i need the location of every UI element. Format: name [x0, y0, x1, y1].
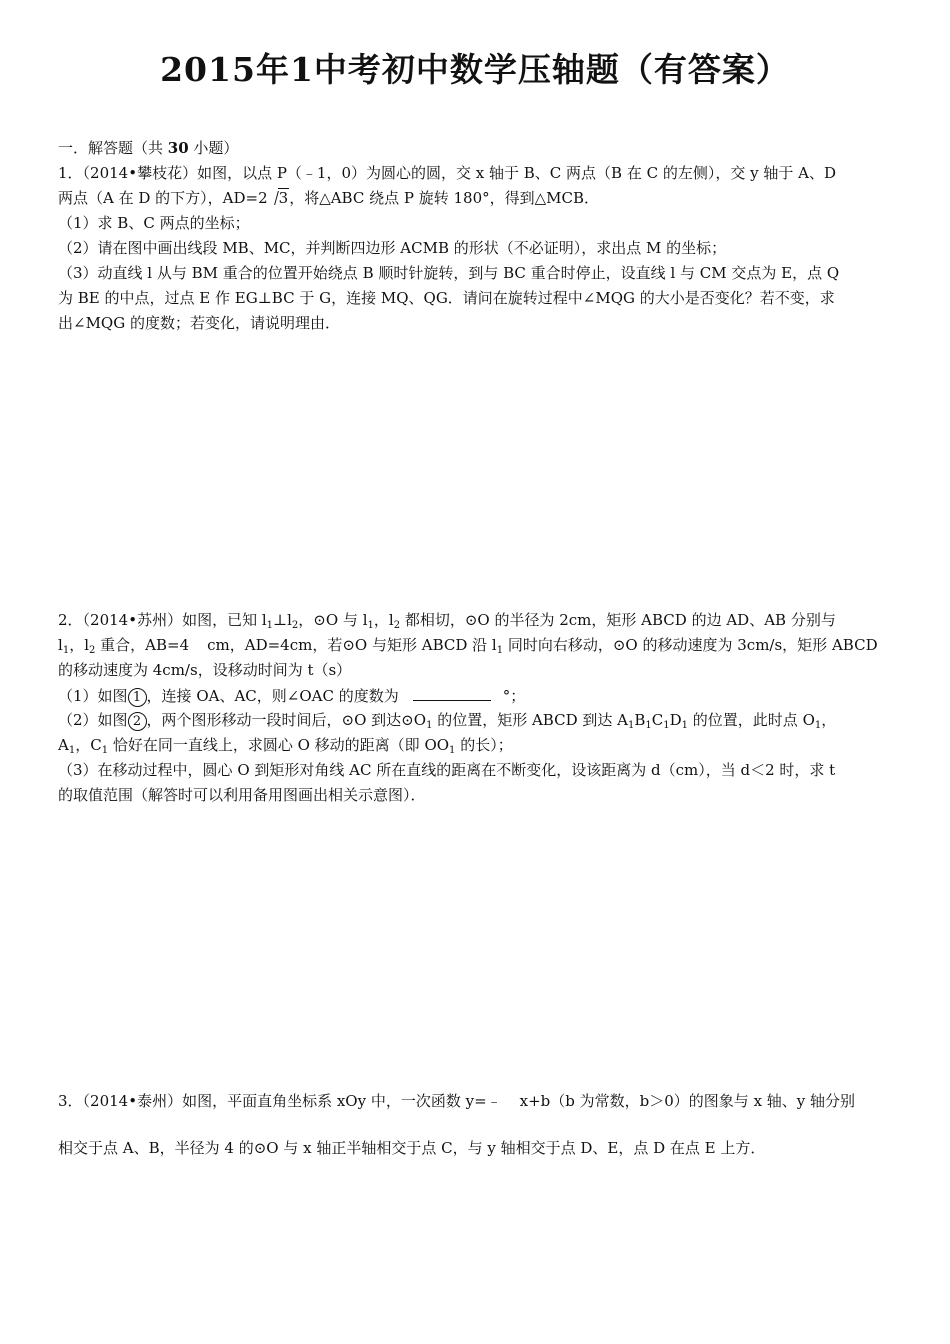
q3-line-2: 相交于点 A、B，半径为 4 的⊙O 与 x 轴正半轴相交于点 C，与 y 轴相交于点 D、E，点 D 在点 E 上方． — [58, 1139, 766, 1157]
question-3 — [58, 1078, 898, 1172]
question-count: 30 — [167, 139, 189, 157]
q1-line-1: 1．（2014•攀枝花）如图，以点 P（﹣1，0）为圆心的圆，交 x 轴于 B、C 两点（B 在 C 的左侧），交 y 轴于 A、D — [58, 164, 836, 182]
q1-part-2: （2）请在图中画出线段 MB、MC，并判断四边形 ACMB 的形状（不必证明），求出点 M 的坐标； — [58, 239, 727, 257]
q2-line-2: $l_1$，$l_2$ 重合，AB=4 cm，AD=4cm，若⊙O 与矩形 ABCD 沿 $l_1$ 同时向右移动，⊙O 的移动速度为 3cm/s，矩形 ABCD — [58, 636, 878, 656]
q2-part-2: （2）如图 2 ，两个图形移动一段时间后，⊙O 到达$⊙O_1$ 的位置，矩形 ABCD 到达 $A_1B_1C_1D_1$ 的位置，此时点 $O_1$， — [58, 711, 837, 731]
circled-number-1: 1 — [128, 688, 147, 707]
q2-line-3: 的移动速度为 4cm/s，设移动时间为 t（s） — [58, 661, 352, 679]
answer-blank — [413, 683, 491, 701]
q2-line-1: 2．（2014•苏州）如图，已知 $l_1\perp l_2$，⊙O 与 $l_1$，$l_2$ 都相切，⊙O 的半径为 2cm，矩形 ABCD 的边 AD、AB 分别与 — [58, 611, 836, 631]
q3-line-1: 3．（2014•泰州）如图，平面直角坐标系 xOy 中，一次函数 y=﹣ x+b（b 为常数，b＞0）的图象与 x 轴、y 轴分别 — [58, 1092, 856, 1110]
page-title: 2015年1中考初中数学压轴题（有答案） — [160, 50, 790, 89]
question-1 — [58, 161, 898, 336]
q2-part-1: （1）如图 1 ，连接 OA、AC，则∠OAC 的度数为 °； — [58, 683, 898, 708]
q2-part-3: （3）在移动过程中，圆心 O 到矩形对角线 AC 所在直线的距离在不断变化，设该距离为 d（cm），当 d＜2 时，求 t — [58, 761, 836, 779]
q1-part-3: （3）动直线 l 从与 BM 重合的位置开始绕点 B 顺时针旋转，到与 BC 重合时停止，设直线 l 与 CM 交点为 E，点 Q — [58, 264, 840, 282]
q1-line-2: 两点（A 在 D 的下方），AD=2 3，将△ABC 绕点 P 旋转 180°，得到△MCB． — [58, 186, 898, 211]
section-header: 一．解答题（共 30 小题） — [58, 139, 239, 157]
q1-line-7: 出∠MQG 的度数；若变化，请说明理由． — [58, 314, 340, 332]
q1-part-1: （1）求 B、C 两点的坐标； — [58, 214, 250, 232]
question-2 — [58, 608, 898, 808]
sqrt-symbol: 3 — [268, 186, 290, 211]
circled-number-2: 2 — [128, 712, 147, 731]
q2-line-6: $A_1$，$C_1$ 恰好在同一直线上，求圆心 O 移动的距离（即 $OO_1$ 的长）； — [58, 736, 513, 756]
q2-line-8: 的取值范围（解答时可以利用备用图画出相关示意图）． — [58, 786, 426, 804]
q1-line-6: 为 BE 的中点，过点 E 作 EG⊥BC 于 G，连接 MQ、QG．请问在旋转过程中∠MQG 的大小是否变化？若不变，求 — [58, 289, 835, 307]
